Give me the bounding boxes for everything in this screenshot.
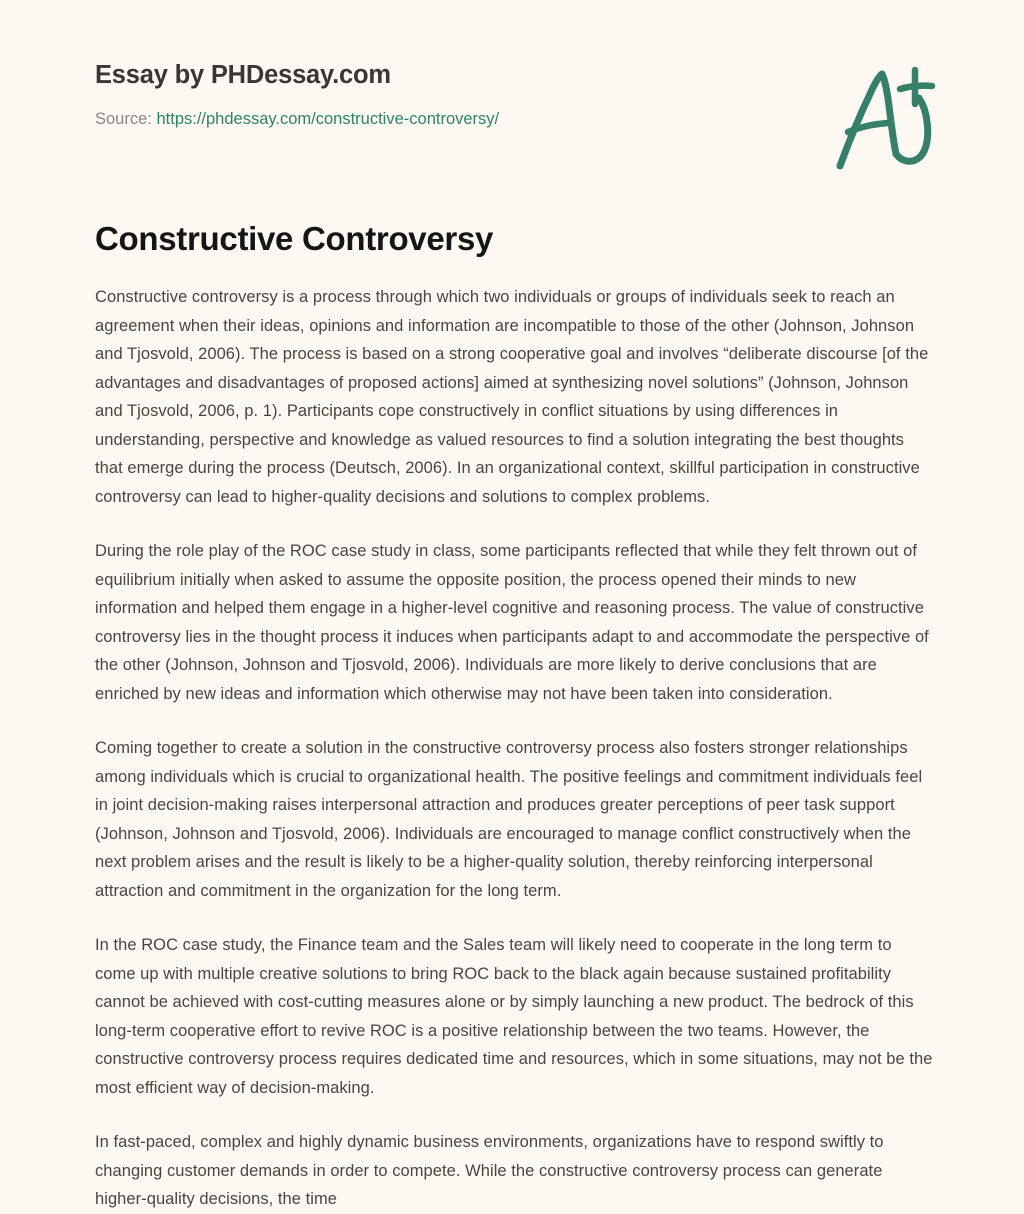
paragraph: In the ROC case study, the Finance team and the Sales team will likely need to cooperate in the long term to come up with multiple creative solutions to bring ROC back to the black again because sustained profitability cannot be achieved with cost-cutting measures alone or by simply launching a new product. The bedrock of this long-term cooperative effort to revive ROC is a positive relationship between the two teams. However, the constructive controversy process requires dedicated time and resources, which in some situations, may not be the most efficient way of decision-making.	[95, 936, 933, 1097]
source-url-link[interactable]: https://phdessay.com/constructive-controversy/	[156, 109, 500, 128]
paragraph: Constructive controversy is a process through which two individuals or groups of individuals seek to reach an agreement when their ideas, opinions and information are incompatible to those of the other (Johnson, Johnson and Tjosvold, 2006). The process is based on a strong cooperative goal and involves “deliberate discourse [of the advantages and disadvantages of proposed actions] aimed at synthesizing novel solutions” (Johnson, Johnson and Tjosvold, 2006, p. 1). Participants cope constructively in conflict situations by using differences in understanding, perspective and knowledge as valued resources to find a solution integrating the best thoughts that emerge during the process (Deutsch, 2006). In an organizational context, skillful participation in constructive controversy can lead to higher-quality decisions and solutions to complex problems.	[95, 288, 929, 506]
paragraph: During the role play of the ROC case study in class, some participants reflected that while they felt thrown out of equilibrium initially when asked to assume the opposite position, the process opened their minds to new information and helped them engage in a higher-level cognitive and reasoning process. The value of constructive controversy lies in the thought process it induces when participants adapt to and accommodate the perspective of the other (Johnson, Johnson and Tjosvold, 2006). Individuals are more likely to derive conclusions that are enriched by new ideas and information which otherwise may not have been taken into consideration.	[95, 542, 929, 703]
brand-title: Essay by PHDessay.com	[95, 61, 391, 89]
page-masthead	[95, 60, 795, 130]
essay-body	[95, 283, 933, 1214]
paragraph: In fast-paced, complex and highly dynamic business environments, organizations have to respond swiftly to changing customer demands in order to compete. While the constructive controversy process can generate higher-quality decisions, the time	[95, 1133, 884, 1208]
aplus-logo-icon	[826, 62, 946, 172]
source-line	[95, 109, 795, 130]
paragraph: Coming together to create a solution in the constructive controversy process also fosters stronger relationships among individuals which is crucial to organizational health. The positive feelings and commitment individuals feel in joint decision-making raises interpersonal attraction and produces greater perceptions of peer task support (Johnson, Johnson and Tjosvold, 2006). Individuals are encouraged to manage conflict constructively when the next problem arises and the result is likely to be a higher-quality solution, thereby reinforcing interpersonal attraction and commitment in the organization for the long term.	[95, 739, 923, 900]
page-title: Constructive Controversy	[95, 220, 494, 257]
source-label: Source:	[95, 109, 152, 128]
